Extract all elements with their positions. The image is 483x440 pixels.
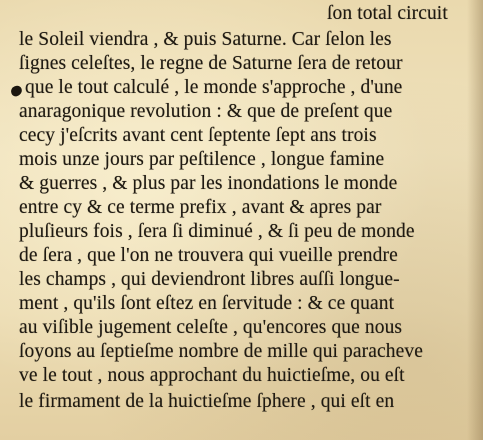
text-line: entre cy & ce terme prefix , avant & apres par [19,197,382,218]
text-line: au viſible jugement celeſte , qu'encores que nous [19,317,403,338]
text-line: cecy j'eſcrits avant cent ſeptente ſept ans trois [19,125,377,146]
ink-blot [10,84,24,97]
text-line: ſignes celeſtes, le regne de Saturne ſera de retour [19,53,403,74]
text-line: ve le tout , nous approchant du huictieſme, ou eſt [19,365,405,386]
text-line: que le tout calculé , le monde s'approche , d'une [25,77,403,98]
text-line: de ſera , que l'on ne trouvera qui vueille prendre [19,245,398,266]
text-line: ſoyons au ſeptieſme nombre de mille qui paracheve [19,341,423,362]
text-line: le Soleil viendra , & puis Saturne. Car ſelon les [19,29,392,50]
text-line: ment , qu'ils ſont eſtez en ſervitude : & ce quant [19,293,395,314]
text-line: mois unze jours par peſtilence , longue famine [19,149,385,170]
text-line: & guerres , & plus par les inondations le monde [19,173,398,194]
text-line: ſon total circuit [327,3,448,24]
text-line: le firmament de la huictieſme ſphere , qui eſt en [19,391,395,412]
page-gutter-shadow [467,0,483,440]
text-line: les champs , qui deviendront libres auſſi longue- [19,269,400,290]
text-line: anaragonique revolution : & que de preſent que [19,101,393,122]
text-line: pluſieurs fois , ſera ſi diminué , & ſi peu de monde [19,221,415,242]
